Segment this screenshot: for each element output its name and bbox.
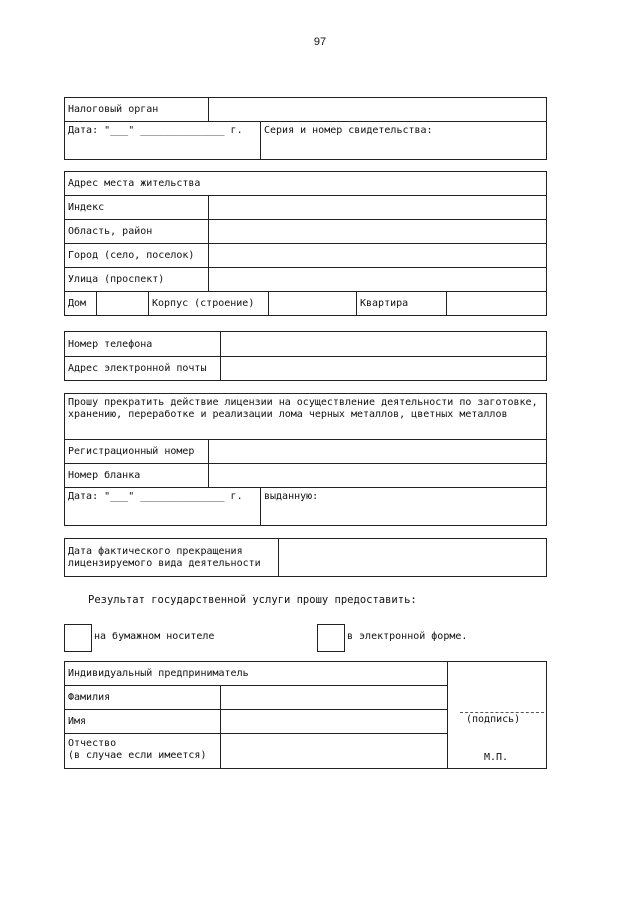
email-field[interactable] — [221, 357, 547, 381]
issued-by-label[interactable]: выданную: — [261, 488, 547, 526]
building-field[interactable] — [269, 292, 357, 316]
phone-field[interactable] — [221, 332, 547, 357]
street-field[interactable] — [209, 268, 547, 292]
patronymic-label — [65, 734, 221, 769]
street-label: Улица (проспект) — [65, 268, 209, 292]
electronic-option-label: в электронной форме. — [347, 631, 468, 642]
index-field[interactable] — [209, 196, 547, 220]
city-label: Город (село, поселок) — [65, 244, 209, 268]
certificate-series-label[interactable]: Серия и номер свидетельства: — [261, 122, 547, 160]
stamp-label: М.П. — [484, 752, 509, 763]
paper-option-label: на бумажном носителе — [94, 631, 215, 642]
surname-field[interactable] — [221, 686, 448, 710]
page-number: 97 — [313, 36, 327, 48]
license-date[interactable]: Дата: "___" ______________ г. — [65, 488, 261, 526]
patronymic-line-1: Отчество — [68, 738, 117, 749]
building-label: Корпус (строение) — [149, 292, 269, 316]
request-text: Прошу прекратить действие лицензии на осуществление деятельности по заготовке, хранению, переработке и реализации лома черных металлов, цветных металлов — [65, 394, 547, 440]
reg-number-field[interactable] — [209, 440, 547, 464]
apartment-field[interactable] — [447, 292, 547, 316]
result-prompt: Результат государственной услуги прошу предоставить: — [88, 594, 417, 606]
blank-number-field[interactable] — [209, 464, 547, 488]
signature-caption: (подпись) — [466, 714, 521, 725]
request-table — [64, 393, 547, 526]
contacts-table — [64, 331, 547, 381]
termination-date-label: Дата фактического прекращения лицензируемого вида деятельности — [65, 539, 279, 577]
patronymic-line-2: (в случае если имеется) — [68, 750, 207, 761]
blank-number-label: Номер бланка — [65, 464, 209, 488]
certificate-date[interactable]: Дата: "___" ______________ г. — [65, 122, 261, 160]
electronic-checkbox[interactable] — [317, 624, 345, 652]
city-field[interactable] — [209, 244, 547, 268]
entrepreneur-title: Индивидуальный предприниматель — [65, 662, 448, 686]
termination-date-field[interactable] — [279, 539, 547, 577]
tax-authority-table — [64, 97, 547, 160]
address-title: Адрес места жительства — [65, 172, 547, 196]
paper-checkbox[interactable] — [64, 624, 92, 652]
house-field[interactable] — [97, 292, 149, 316]
name-label: Имя — [65, 710, 221, 734]
region-field[interactable] — [209, 220, 547, 244]
email-label: Адрес электронной почты — [65, 357, 221, 381]
patronymic-field[interactable] — [221, 734, 448, 769]
address-table — [64, 171, 547, 316]
signature-line — [460, 712, 544, 713]
apartment-label: Квартира — [357, 292, 447, 316]
index-label: Индекс — [65, 196, 209, 220]
house-label: Дом — [65, 292, 97, 316]
name-field[interactable] — [221, 710, 448, 734]
region-label: Область, район — [65, 220, 209, 244]
surname-label: Фамилия — [65, 686, 221, 710]
termination-table — [64, 538, 547, 577]
tax-authority-field[interactable] — [209, 98, 547, 122]
phone-label: Номер телефона — [65, 332, 221, 357]
tax-authority-label: Налоговый орган — [65, 98, 209, 122]
reg-number-label: Регистрационный номер — [65, 440, 209, 464]
